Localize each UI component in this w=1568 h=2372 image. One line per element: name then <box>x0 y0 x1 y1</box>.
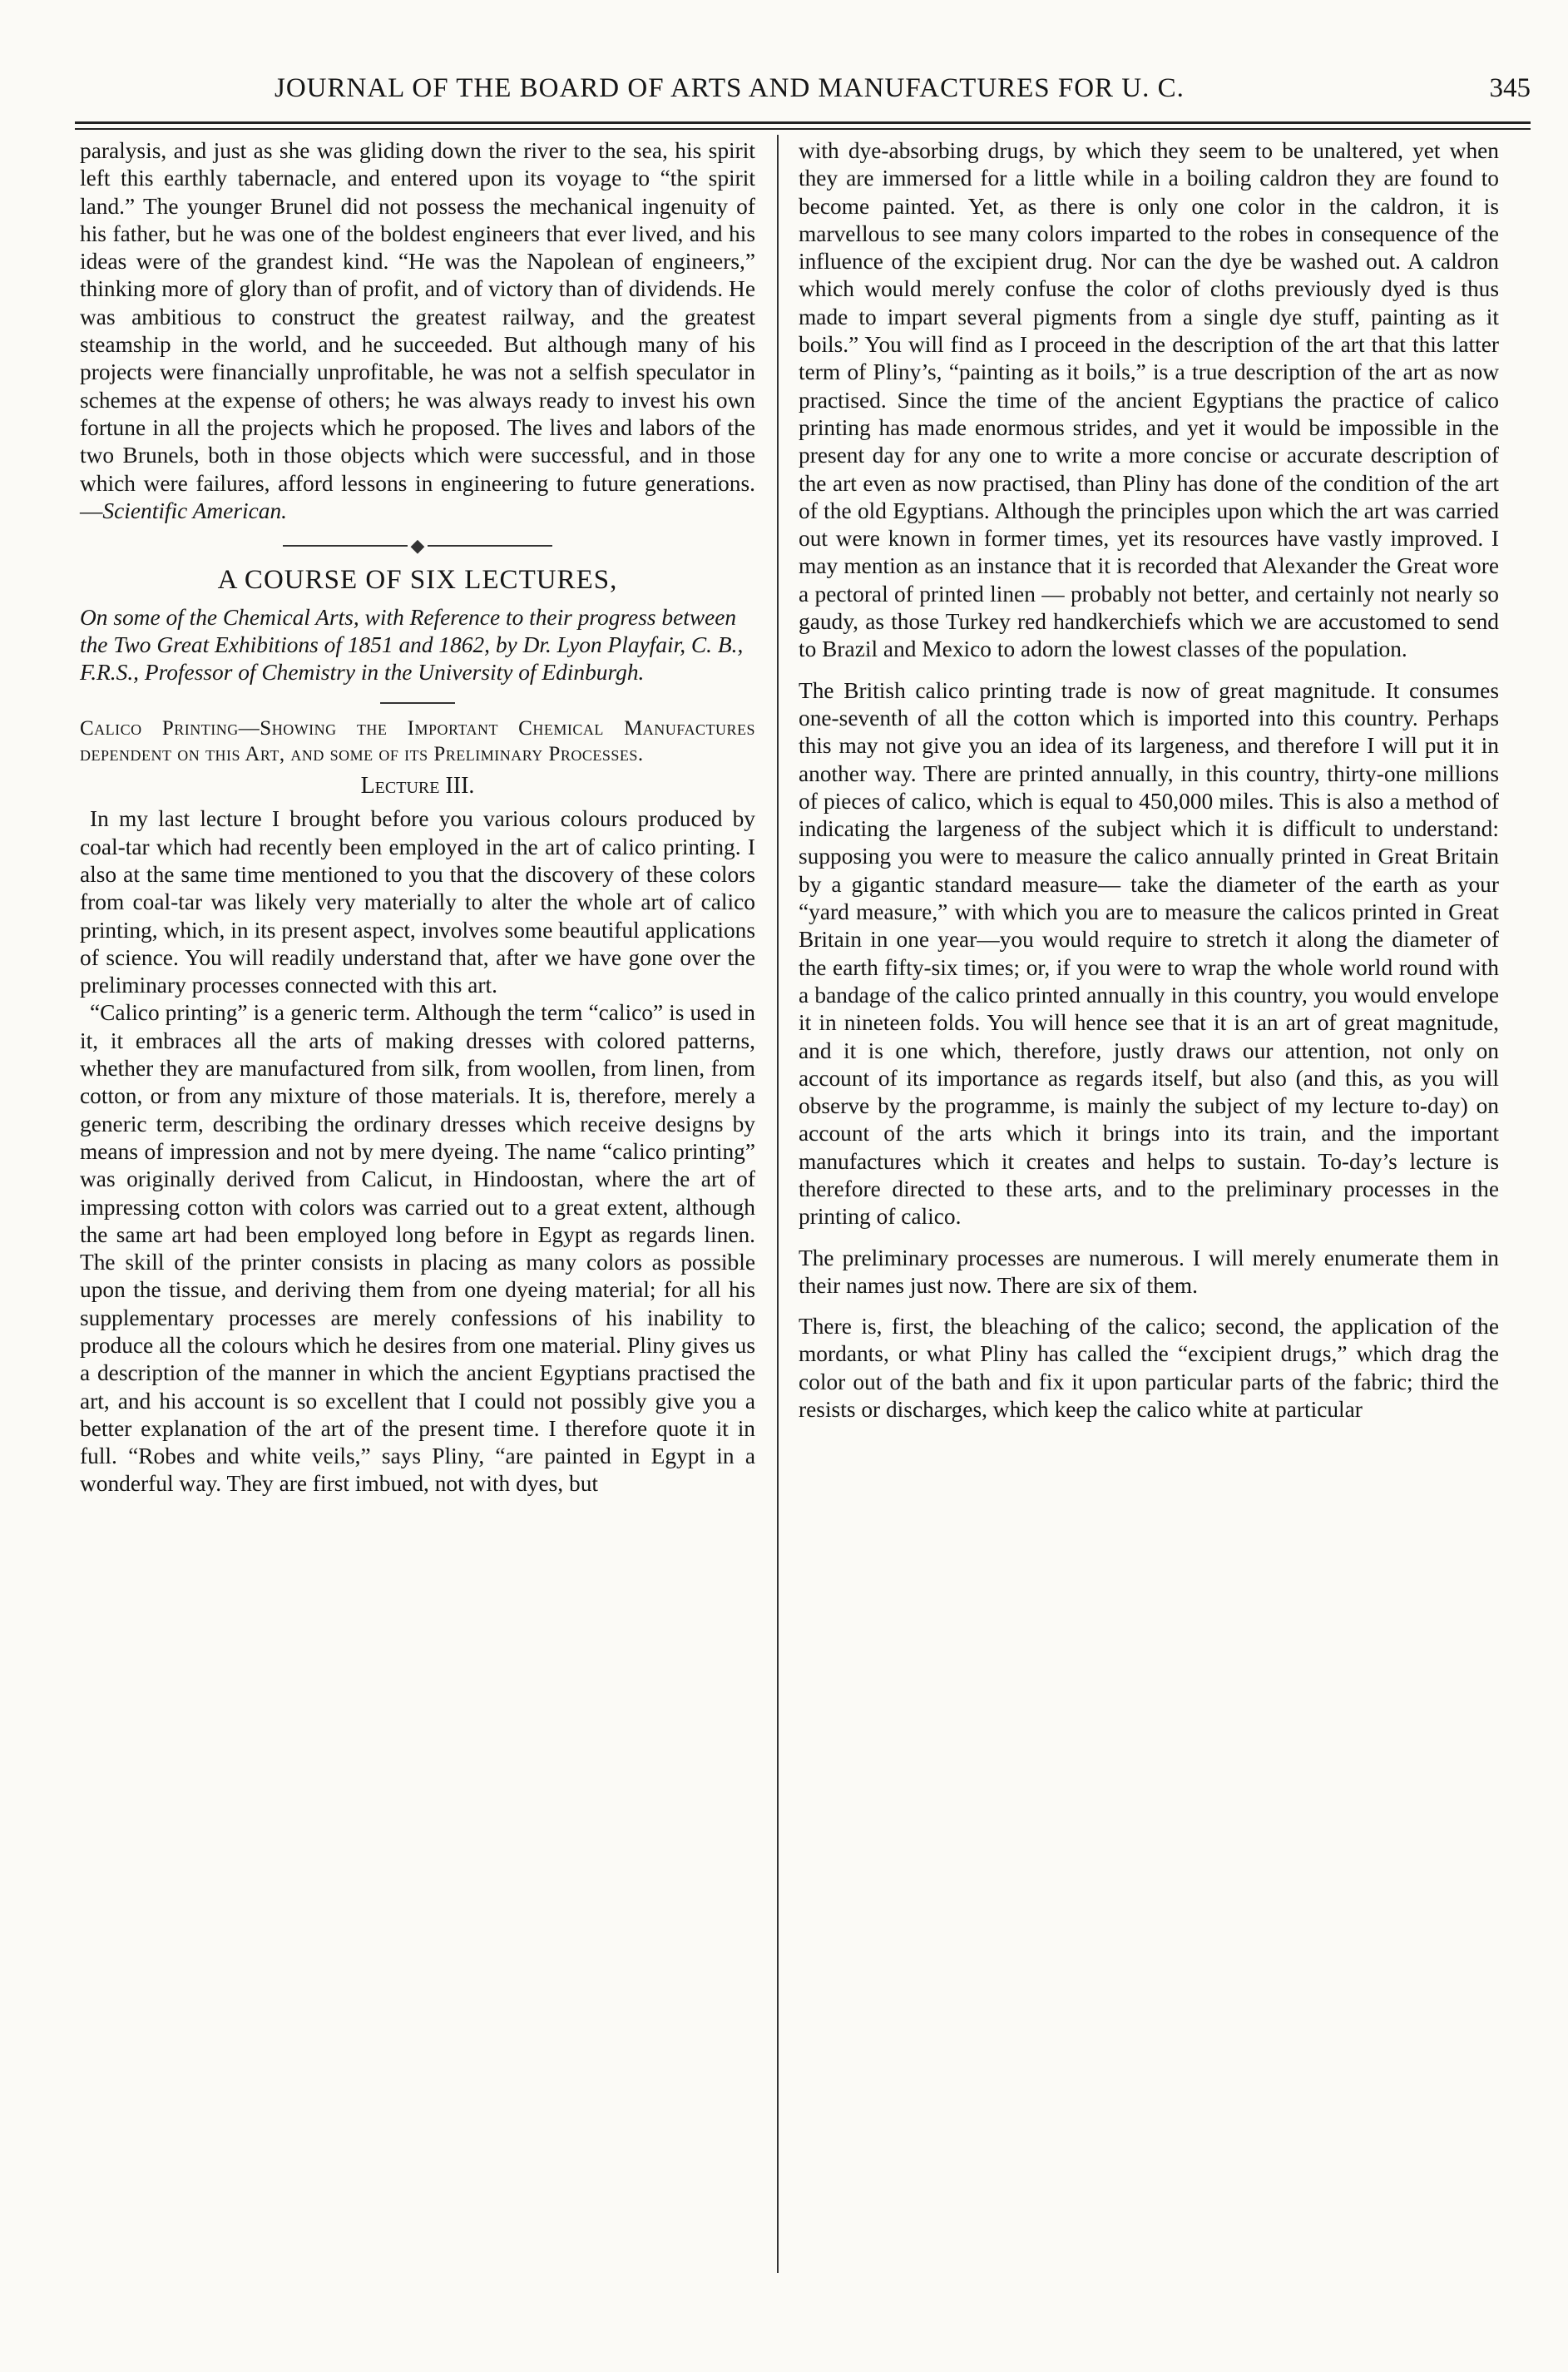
right-column <box>799 137 1499 1424</box>
page-number: 345 <box>1489 73 1531 103</box>
short-rule <box>380 702 455 704</box>
lecture-series-subtitle: On some of the Chemical Arts, with Reference to their progress between the Two Great Exhibitions of 1851 and 1862, by Dr. Lyon Playfair, C. B., F.R.S., Professor of Chemistry in the University of Edinburgh. <box>80 604 744 686</box>
paragraph-preliminary: The preliminary processes are numerous. I will merely enumerate them in their names just now. There are six of them. <box>799 1245 1499 1298</box>
lecture-series-heading: A COURSE OF SIX LECTURES, <box>217 565 618 596</box>
header-rule-thin <box>75 128 1531 130</box>
left-column <box>80 137 755 1498</box>
brunel-paragraph <box>80 137 755 525</box>
header-rule-thick <box>75 121 1531 124</box>
section-title: Calico Printing—Showing the Important Chemical Manufactures dependent on this Art, and some of its Preliminary Processes. <box>80 716 755 766</box>
lecture-number: Lecture III. <box>360 773 475 800</box>
paragraph-bleaching: There is, first, the bleaching of the calico; second, the application of the mordants, or what Pliny has called the “excipient drugs,” which drag the color out of the bath and fix it upon particular parts of the fabric; third the resists or discharges, which keep the calico white at particular <box>799 1314 1499 1423</box>
ornament-diamond: ◆ <box>410 534 425 556</box>
running-header <box>75 73 1531 116</box>
paragraph-british-trade: The British calico printing trade is now of great magnitude. It consumes one-seventh of all the cotton which is imported into this country. Perhaps this may not give you an idea of its largeness, and therefore I will put it in another way. There are printed annually, in this country, thirty-one millions of pieces of calico, which is equal to 450,000 miles. This is also a method of indicating the largeness of the subject which it is difficult to understand: supposing you were to measure the calico annually printed in Great Britain by a gigantic standard measure— take the diameter of the earth as your “yard measure,” with which you are to measure the calicos printed in Great Britain in one year—you would require to stretch it along the diameter of the earth fifty-six times; or, if you were to wrap the whole world round with a bandage of the calico printed annually in this country, you would envelope it in nineteen folds. You will hence see that it is an art of great magnitude, and it is one which, therefore, justly draws our attention, not only on account of its importance as regards itself, but also (and this, as you will observe by the programme, is mainly the subject of my lecture to-day) on account of the arts which it brings into its train, and the important manufactures which it creates and helps to sustain. To-day’s lecture is therefore directed to these arts, and to the preliminary processes in the printing of calico. <box>799 677 1499 1230</box>
paragraph-calico-printing: “Calico printing” is a generic term. Although the term “calico” is used in it, it embraces all the arts of making dresses with colored patterns, whether they are manufactured from silk, from woollen, from linen, from cotton, or from any mixture of those materials. It is, therefore, merely a generic term, describing the ordinary dresses which receive designs by means of impression and not by mere dyeing. The name “calico printing” was originally derived from Calicut, in Hindoostan, where the art of impressing cotton with colors was carried out to a great extent, although the same art had been employed long before in Egypt as regards linen. The skill of the printer consists in placing as many colors as possible upon the tissue, and deriving them from one dyeing material; for all his supplementary processes are merely confessions of his inability to produce all the colours which he desires from one material. Pliny gives us a description of the manner in which the ancient Egyptians practised the art, and his account is so excellent that I could not possibly give you a better explanation of the art of the present time. I therefore quote it in full. “Robes and white veils,” says Pliny, “are painted in Egypt in a wonderful way. They are first imbued, not with dyes, but <box>80 1000 755 1497</box>
journal-title: JOURNAL OF THE BOARD OF ARTS AND MANUFACTURES FOR U. C. <box>275 73 1185 103</box>
paragraph-pliny-continued: with dye-absorbing drugs, by which they seem to be unaltered, yet when they are immersed for a little while in a boiling caldron they are found to become painted. Yet, as there is only one color in the caldron, it is marvellous to see many colors imparted to the robes in consequence of the influence of the excipient drug. Nor can the dye be washed out. A caldron which would merely confuse the color of cloths previously dyed is thus made to impart several pigments from a single dye stuff, painting as it boils.” You will find as I proceed in the description of the art that this latter term of Pliny’s, “painting as it boils,” is a true description of the art as now practised. Since the time of the ancient Egyptians the practice of calico printing has made enormous strides, and yet it would be impossible in the present day for any one to write a more concise or accurate description of the art even as now practised, than Pliny has done of the condition of the art of the old Egyptians. Although the principles upon which the art was carried out were known in former times, yet its resources have vastly improved. I may mention as an instance that it is recorded that Alexander the Great wore a pectoral of printed linen — probably not better, and certainly not nearly so gaudy, as those Turkey red handkerchiefs which we are accustomed to send to Brazil and Mexico to adorn the lowest classes of the population. <box>799 138 1499 662</box>
paragraph-last-lecture: In my last lecture I brought before you various colours produced by coal-tar which had recently been employed in the art of calico printing. I also at the same time mentioned to you that the discovery of these colors from coal-tar was likely very materially to alter the whole art of calico printing, which, in its present aspect, involves some beautiful applications of science. You will readily understand that, after we have gone over the preliminary processes connected with this art. <box>80 806 755 998</box>
column-divider <box>777 135 779 2273</box>
source-attribution: Scientific American. <box>102 498 287 523</box>
brunel-text: paralysis, and just as she was gliding down the river to the sea, his spirit left this earthly tabernacle, and entered upon its voyage to “the spirit land.” The younger Brunel did not possess the mechanical ingenuity of his father, but he was one of the boldest engineers that ever lived, and his ideas were of the grandest kind. “He was the Napolean of engineers,” thinking more of glory than of profit, and of victory than of dividends. He was ambitious to construct the greatest railway, and the greatest steamship in the world, and he succeeded. But although many of his projects were financially unprofitable, he was not a selfish speculator in schemes at the expense of others; he was always ready to invest his own fortune in all the projects which he proposed. The lives and labors of the two Brunels, both in those objects which were successful, and in those which were failures, afford lessons in engineering to future generations.— <box>80 138 755 523</box>
section-ornament <box>80 533 755 557</box>
